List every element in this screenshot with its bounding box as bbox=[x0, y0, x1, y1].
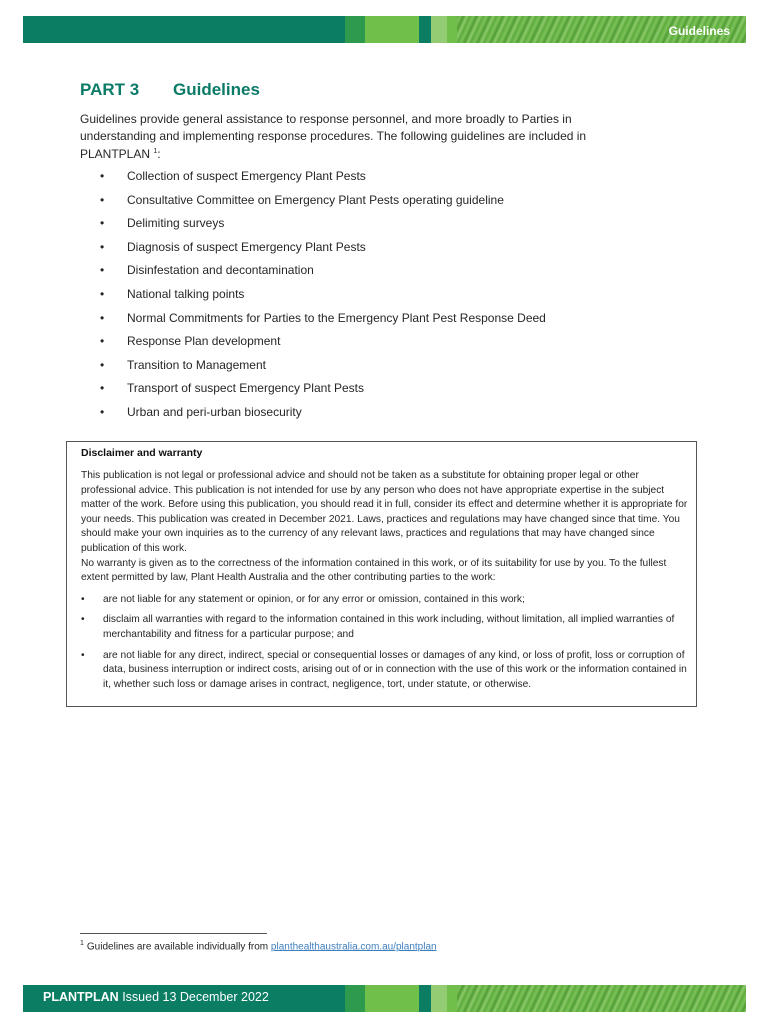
banner-segment bbox=[345, 16, 365, 43]
list-item: • Diagnosis of suspect Emergency Plant Pests bbox=[100, 239, 546, 263]
banner-segment bbox=[431, 16, 447, 43]
disclaimer-list bbox=[67, 593, 688, 693]
banner-segment bbox=[23, 16, 345, 43]
disclaimer-body-continued: No warranty is given as to the correctness of the information contained in this work, or of its suitability for use by you. To the fullest extent permitted by law, Plant Health Australia and the other contributing parties to the work: bbox=[81, 557, 667, 584]
banner-segment bbox=[419, 16, 431, 43]
disclaimer-box bbox=[66, 441, 697, 707]
banner-texture bbox=[457, 985, 746, 1012]
footnote-number: 1 bbox=[80, 940, 84, 947]
footnote-text: Guidelines are available individually from bbox=[86, 941, 269, 953]
disclaimer-item: • are not liable for any statement or opinion, or for any error or omission, contained in this work; bbox=[67, 593, 688, 608]
footer-label bbox=[43, 990, 269, 1004]
intro-suffix: : bbox=[157, 147, 161, 161]
header-banner bbox=[23, 16, 746, 43]
banner-segment bbox=[447, 16, 457, 43]
part-number: PART 3 bbox=[80, 80, 140, 99]
list-item: • Disinfestation and decontamination bbox=[100, 262, 546, 286]
banner-segment bbox=[447, 985, 457, 1012]
disclaimer-title: Disclaimer and warranty bbox=[81, 447, 203, 459]
intro-paragraph bbox=[80, 111, 650, 163]
plantplan-link[interactable]: planthealthaustralia.com.au/plantplan bbox=[270, 941, 437, 953]
list-item: • Normal Commitments for Parties to the Emergency Plant Pest Response Deed bbox=[100, 310, 546, 334]
banner-segment bbox=[419, 985, 431, 1012]
disclaimer-item: • are not liable for any direct, indirect, special or consequential losses or damages of any kind, or loss of profit, loss or corruption of data, business interruption or indirect costs, arising out of or in connection with the use of this work or the information contained in it, whether such loss or damage arises in contract, negligence, tort, under statute, or otherwise. bbox=[67, 649, 688, 693]
banner-segment bbox=[345, 985, 365, 1012]
list-item: • Collection of suspect Emergency Plant Pests bbox=[100, 168, 546, 192]
disclaimer-body: This publication is not legal or professional advice and should not be taken as a substitute for obtaining proper legal or other professional advice. This publication is not intended for use by any person who does not have appropriate expertise in the subject matter of the work. Before using this publication, you should read it in full, consider its effect and determine whether it is appropriate for your needs. This publication was created in December 2021. Laws, practices and regulations may have changed since that time. You should make your own inquiries as to the currency of any relevant laws, practices and regulations that may have changed since publication of this work. bbox=[81, 470, 688, 554]
banner-segment bbox=[365, 985, 419, 1012]
list-item: • Transition to Management bbox=[100, 357, 546, 381]
intro-text: Guidelines provide general assistance to response personnel, and more broadly to Parties in understanding and implementing response procedures. The following guidelines are included in PLANTPLAN bbox=[80, 112, 587, 161]
footnote-reference[interactable]: 1 bbox=[153, 148, 158, 155]
list-item: • National talking points bbox=[100, 286, 546, 310]
list-item: • Delimiting surveys bbox=[100, 215, 546, 239]
footer-issued-date: Issued 13 December 2022 bbox=[122, 990, 269, 1004]
banner-segment bbox=[431, 985, 447, 1012]
disclaimer-item: • disclaim all warranties with regard to the information contained in this work including, without limitation, all implied warranties of merchantability and fitness for a particular purpose; and bbox=[67, 613, 688, 642]
footnote bbox=[80, 940, 437, 952]
part-heading bbox=[80, 80, 260, 100]
header-section-label: Guidelines bbox=[668, 24, 730, 38]
footnote-divider bbox=[80, 933, 267, 934]
guidelines-list bbox=[100, 168, 546, 428]
list-item: • Urban and peri-urban biosecurity bbox=[100, 404, 546, 428]
part-title: Guidelines bbox=[173, 80, 260, 99]
list-item: • Transport of suspect Emergency Plant Pests bbox=[100, 380, 546, 404]
footer-brand: PLANTPLAN bbox=[43, 990, 119, 1004]
list-item: • Response Plan development bbox=[100, 333, 546, 357]
banner-segment bbox=[365, 16, 419, 43]
list-item: • Consultative Committee on Emergency Plant Pests operating guideline bbox=[100, 192, 546, 216]
